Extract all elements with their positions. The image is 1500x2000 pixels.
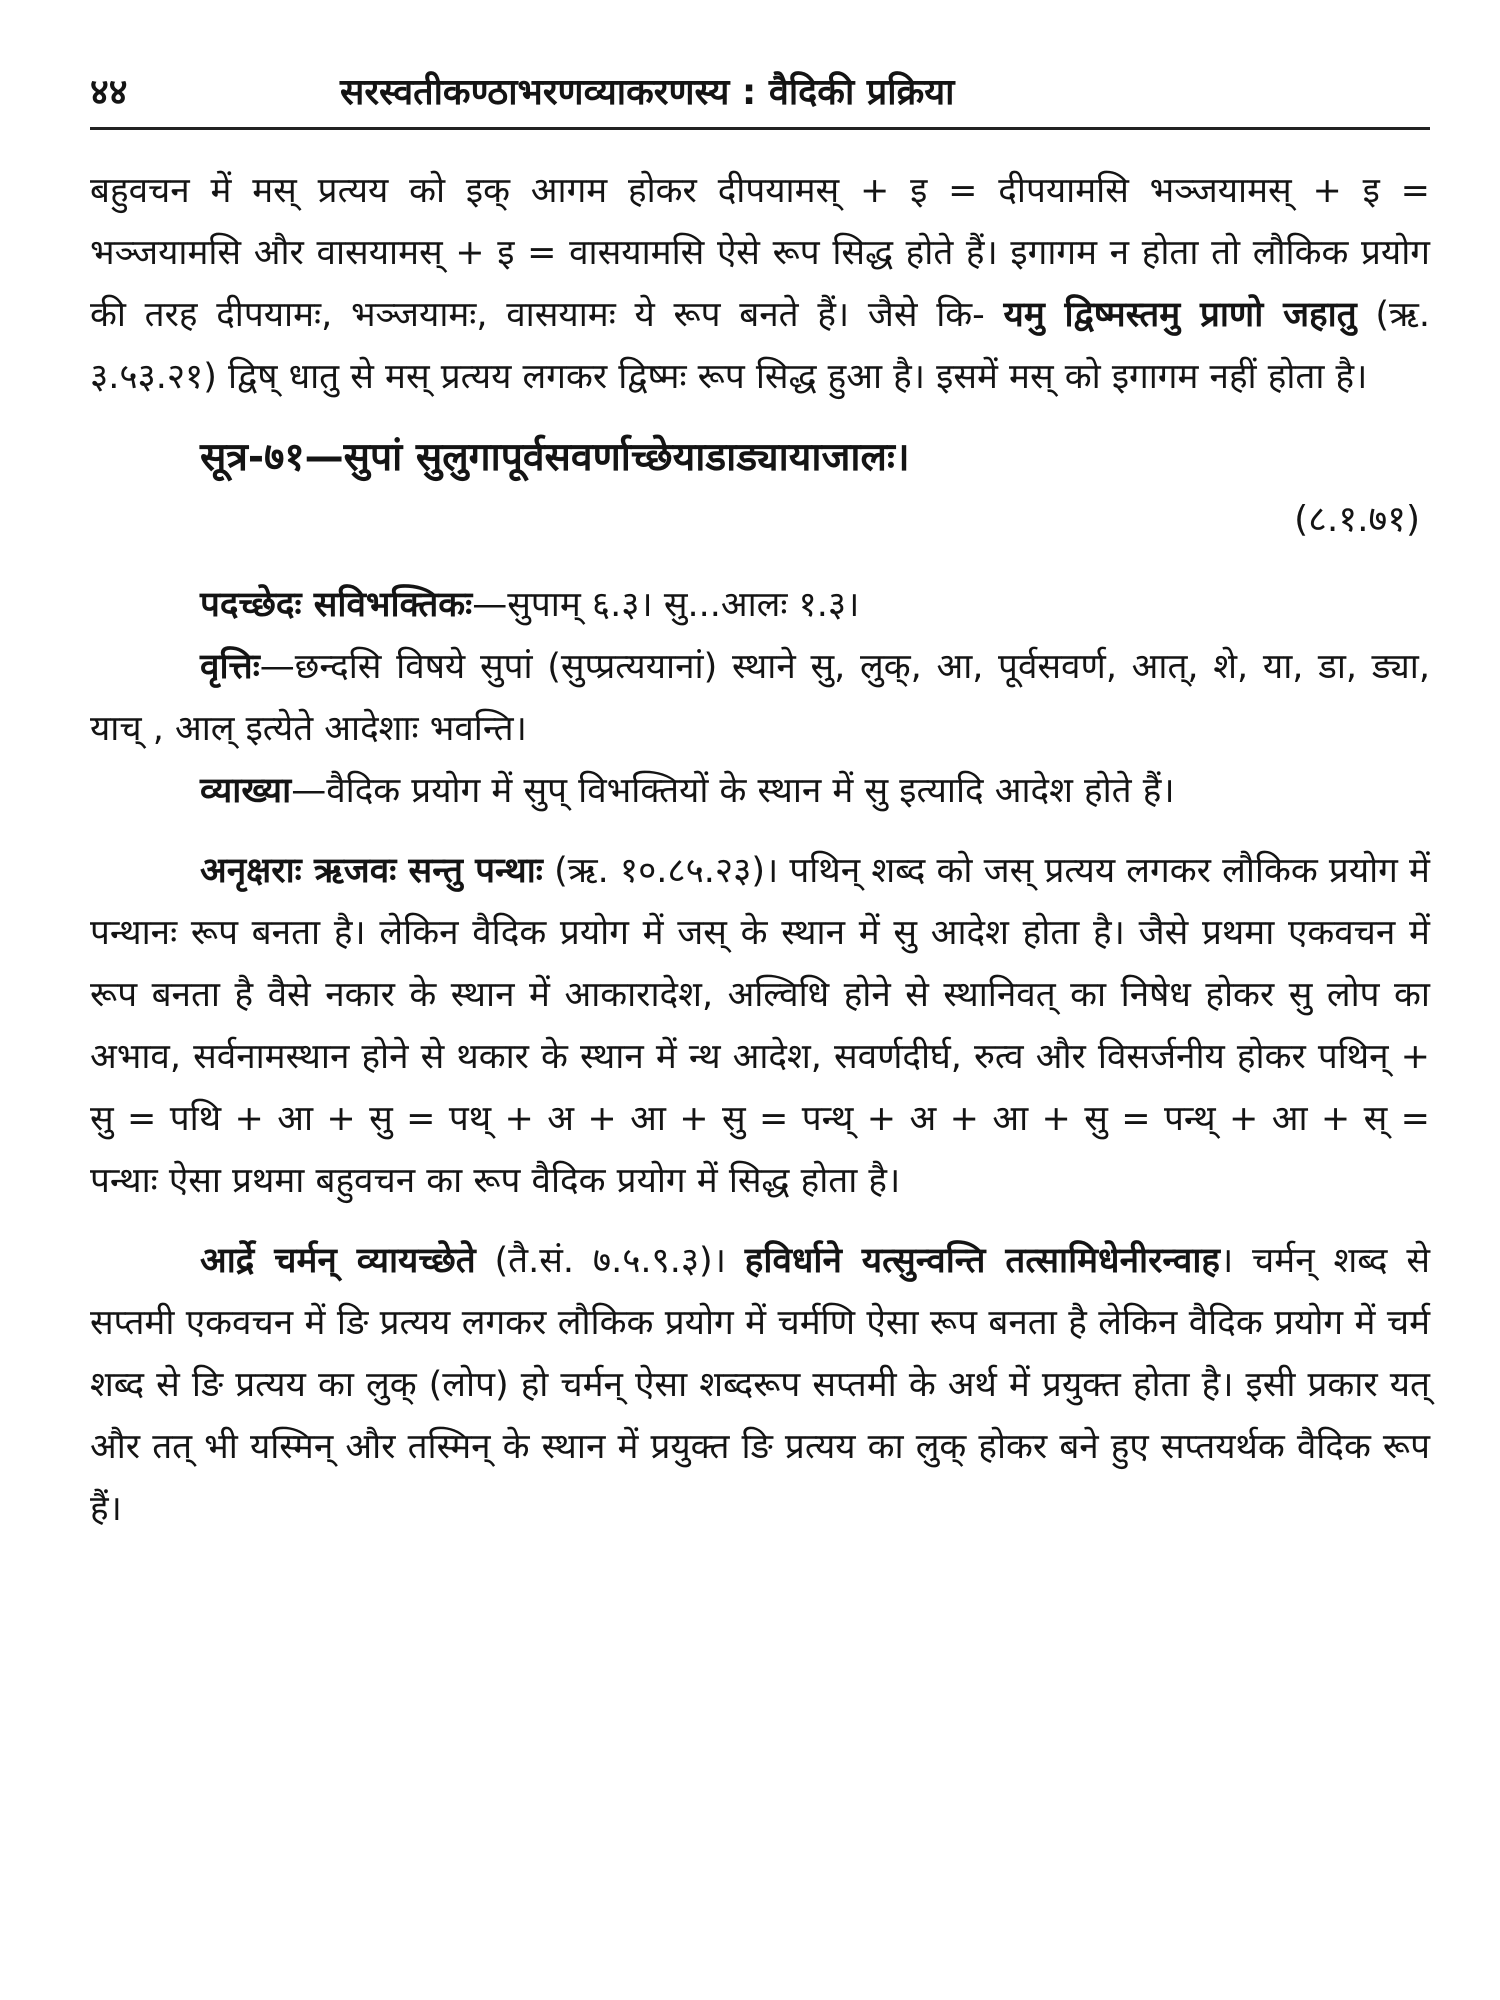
vritti-label: वृत्तिः bbox=[200, 647, 260, 687]
padaccheda-label: पदच्छेदः सविभक्तिकः bbox=[200, 585, 473, 625]
paragraph-intro bbox=[90, 160, 1430, 408]
example-panthah-text: (ऋ. १०.८५.२३)। पथिन् शब्द को जस् प्रत्यय लगकर लौकिक प्रयोग में पन्थानः रूप बनता है। लेकिन वैदिक प्रयोग में जस् के स्थान में सु आदेश होता है। जैसे प्रथमा एकवचन में रूप बनता है वैसे नकार के स्थान में आकारादेश, अल्विधि होने से स्थानिवत् का निषेध होकर सु लोप का अभाव, सर्वनामस्थान होने से थकार के स्थान में न्थ आदेश, सवर्णदीर्घ, रुत्व और विसर्जनीय होकर पथिन् + सु = पथि + आ + सु = पथ् + अ + आ + सु = पन्थ् + अ + आ + सु = पन्थ् + आ + स् = पन्थाः ऐसा प्रथमा बहुवचन का रूप वैदिक प्रयोग में सिद्ध होता है। bbox=[90, 851, 1430, 1201]
padaccheda-text: —सुपाम् ६.३। सु...आलः १.३। bbox=[472, 585, 860, 625]
example-panthah-quote: अनृक्षराः ऋजवः सन्तु पन्थाः bbox=[200, 851, 543, 891]
paragraph-intro-text: बहुवचन में मस् प्रत्यय को इक् आगम होकर दीपयामस् + इ = दीपयामसि भञ्जयामस् + इ = भञ्जयामसि और वासयामस् + इ = वासयामसि ऐसे रूप सिद्ध होते हैं। इगागम न होता तो लौकिक प्रयोग की तरह दीपयामः, भञ्जयामः, वासयामः ये रूप बनते हैं। जैसे कि- bbox=[90, 171, 1430, 335]
vedic-quote: यमु द्विष्मस्तमु प्राणो जहातु bbox=[1003, 295, 1357, 335]
example-havirdhane-quote: हविर्धाने यत्सुन्वन्ति तत्सामिधेनीरन्वाह bbox=[744, 1241, 1220, 1281]
vyakhya-label: व्याख्या bbox=[200, 771, 292, 811]
paragraph-intro-text-after: (ऋ. ३.५३.२१) द्विष् धातु से मस् प्रत्यय लगकर द्विष्मः रूप सिद्ध हुआ है। इसमें मस् को इगागम नहीं होता है। bbox=[90, 295, 1430, 397]
vyakhya-text: —वैदिक प्रयोग में सुप् विभक्तियों के स्थान में सु इत्यादि आदेश होते हैं। bbox=[291, 771, 1175, 811]
page-number: ४४ bbox=[90, 72, 128, 113]
example-charman-text: । चर्मन् शब्द से सप्तमी एकवचन में ङि प्रत्यय लगकर लौकिक प्रयोग में चर्मणि ऐसा रूप बनता है लेकिन वैदिक प्रयोग में चर्म शब्द से ङि प्रत्यय का लुक् (लोप) हो चर्मन् ऐसा शब्दरूप सप्तमी के अर्थ में प्रयुक्त होता है। इसी प्रकार यत् और तत् भी यस्मिन् और तस्मिन् के स्थान में प्रयुक्त ङि प्रत्यय का लुक् होकर बने हुए सप्तयर्थक वैदिक रूप हैं। bbox=[90, 1241, 1430, 1529]
example-charman-quote: आर्द्रे चर्मन् व्यायच्छेते bbox=[200, 1241, 476, 1281]
vritti-section bbox=[90, 636, 1430, 760]
example-charman-ref: (तै.सं. ७.५.९.३)। bbox=[475, 1241, 745, 1281]
example-charman bbox=[90, 1230, 1430, 1540]
sutra-reference: (८.१.७१) bbox=[1294, 499, 1420, 540]
example-panthah bbox=[90, 840, 1430, 1212]
running-title: सरस्वतीकण्ठाभरणव्याकरणस्य : वैदिकी प्रक्रिया bbox=[340, 72, 955, 113]
sutra-heading: सूत्र-७१—सुपां सुलुगापूर्वसवर्णाच्छेयाडाड्यायाजालः। bbox=[200, 435, 910, 480]
vyakhya-section bbox=[90, 760, 1430, 822]
vritti-text: —छन्दसि विषये सुपां (सुप्प्रत्ययानां) स्थाने सु, लुक्, आ, पूर्वसवर्ण, आत्, शे, या, डा, ड्या, याच् , आल् इत्येते आदेशाः भवन्ति। bbox=[90, 647, 1430, 749]
page-header bbox=[90, 66, 1430, 130]
padaccheda-section bbox=[90, 574, 1430, 636]
